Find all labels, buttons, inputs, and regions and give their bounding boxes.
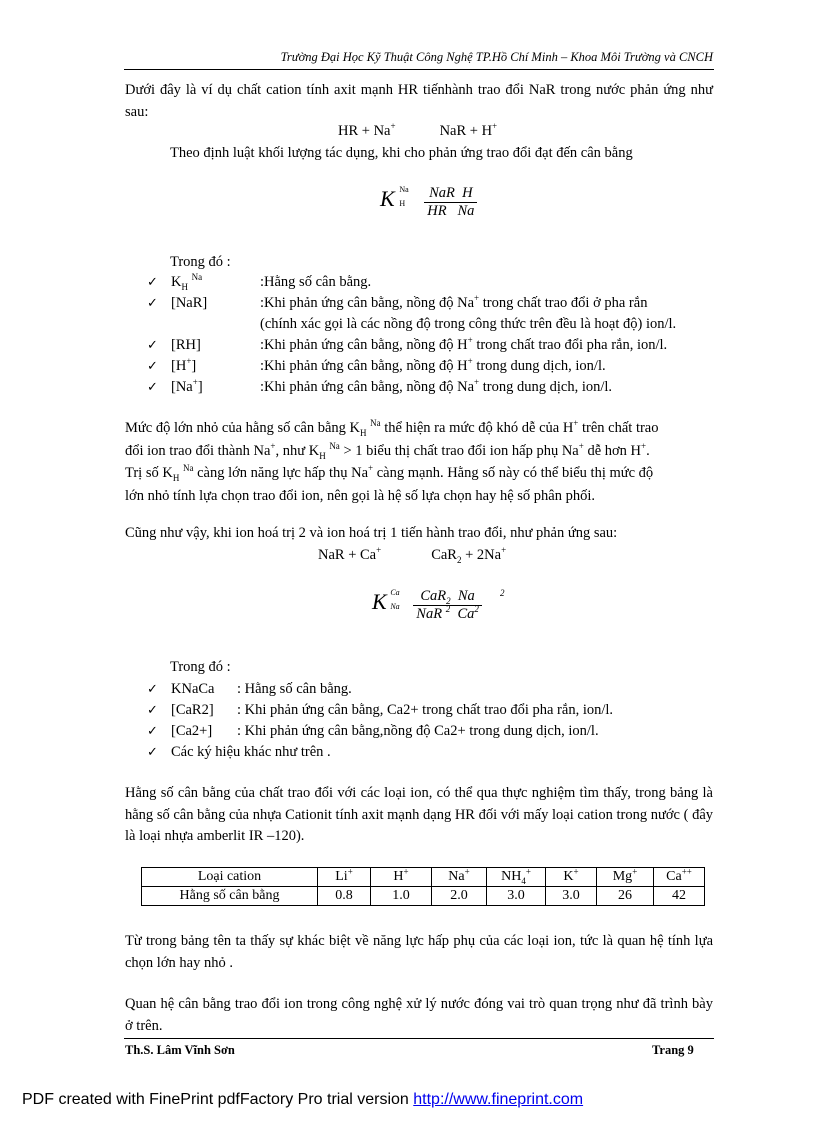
- table-row: [142, 868, 705, 887]
- where-1-item: ✓ [NaR] :Khi phản ứng cân bằng, nồng độ Na+ trong chất trao đổi ở pha rắn: [147, 293, 648, 311]
- table-header-cell: Li+: [318, 868, 371, 887]
- paragraph-closing: Quan hệ cân bằng trao đổi ion trong công nghệ xử lý nước đóng vai trò quan trọng như đã trình bày ở trên.: [125, 996, 713, 1034]
- formula-k-ca-na: K Ca Na $\frac{CaR_2 Na}{NaR ^2 Ca^2}$ 2: [372, 588, 505, 622]
- table-header-cell: K+: [546, 868, 597, 887]
- where-2-item: ✓ Các ký hiệu khác như trên .: [147, 744, 331, 760]
- table-header-cell: Na+: [432, 868, 487, 887]
- table-cell: 2.0: [432, 887, 487, 906]
- paragraph-table-intro: Hằng số cân bằng của chất trao đổi với các loại ion, có thể qua thực nghiệm tìm thấy, trong bảng là hằng số cân bằng của nhựa Cationit tính axit mạnh dạng HR đối với mấy loại cation trong nước ( đây là loại nhựa amberlit IR –120).: [125, 785, 713, 844]
- reaction-1: HR + Na+ NaR + H+: [338, 121, 498, 139]
- footer-rule: [124, 1038, 714, 1039]
- where-1-item: ✓ [RH] :Khi phản ứng cân bằng, nồng độ H+ trong chất trao đổi pha rắn, ion/l.: [147, 335, 668, 353]
- pdf-banner: PDF created with FinePrint pdfFactory Pro trial version http://www.fineprint.com: [22, 1091, 584, 1108]
- law-text: Theo định luật khối lượng tác dụng, khi cho phản ứng trao đổi đạt đến cân bằng: [170, 145, 633, 161]
- table-header-cell: Loại cation: [142, 868, 318, 887]
- table-header-cell: H+: [371, 868, 432, 887]
- table-cell: 26: [597, 887, 654, 906]
- table-cell: 3.0: [546, 887, 597, 906]
- where-2-item: ✓ [Ca2+] : Khi phản ứng cân bằng,nồng độ Ca2+ trong dung dịch, ion/l.: [147, 723, 599, 739]
- table-cell: 1.0: [371, 887, 432, 906]
- paragraph-conclusion: Từ trong bảng tên ta thấy sự khác biệt về năng lực hấp phụ của các loại ion, tức là quan hệ tính lựa chọn lớn hay nhỏ .: [125, 933, 713, 971]
- term: $K_H$ $^{Na}$: [171, 272, 203, 292]
- checkmark-icon: ✓: [147, 724, 158, 739]
- table-header-cell: $NH_4^+$: [487, 868, 546, 887]
- where-2-title: Trong đó :: [170, 659, 231, 675]
- checkmark-icon: ✓: [147, 296, 158, 311]
- constants-table: [141, 867, 705, 906]
- footer-author: Th.S. Lâm Vĩnh Sơn: [125, 1043, 235, 1057]
- where-1-item: ✓ $K_H$ $^{Na}$ :Hằng số cân bằng.: [147, 272, 372, 292]
- table-header-cell: Mg+: [597, 868, 654, 887]
- table-row: [142, 887, 705, 906]
- checkmark-icon: ✓: [147, 380, 158, 395]
- checkmark-icon: ✓: [147, 338, 158, 353]
- where-1-item: ✓ [Na+] :Khi phản ứng cân bằng, nồng độ Na+ trong dung dịch, ion/l.: [147, 377, 613, 395]
- checkmark-icon: ✓: [147, 359, 158, 374]
- footer-page-number: Trang 9: [652, 1043, 694, 1057]
- table-header-cell: Ca++: [654, 868, 705, 887]
- paragraph-divalent: Cũng như vậy, khi ion hoá trị 2 và ion hoá trị 1 tiến hành trao đổi, như phản ứng sau:: [125, 525, 618, 541]
- checkmark-icon: ✓: [147, 275, 158, 290]
- reaction-2: NaR + Ca+ CaR$_2$ + 2Na+: [318, 545, 507, 565]
- fraction: $\frac{CaR_2 Na}{NaR ^2 Ca^2}$: [413, 588, 482, 623]
- header-rule: [124, 69, 714, 70]
- table-cell: 3.0: [487, 887, 546, 906]
- fineprint-link[interactable]: http://www.fineprint.com: [413, 1091, 584, 1108]
- intro-paragraph: Dưới đây là ví dụ chất cation tính axit mạnh HR tiếnhành trao đổi NaR trong nước phản ứng như sau:: [125, 82, 713, 120]
- where-1-item-cont: (chính xác gọi là các nồng độ trong công thức trên đều là hoạt độ) ion/l.: [260, 316, 677, 332]
- checkmark-icon: ✓: [147, 682, 158, 697]
- where-2-item: ✓ [CaR2] : Khi phản ứng cân bằng, Ca2+ trong chất trao đổi pha rắn, ion/l.: [147, 702, 614, 718]
- formula-k-na-h: K Na H $\frac{\text{NaR H}}{\text{HR Na}}$: [380, 185, 477, 220]
- table-cell: 42: [654, 887, 705, 906]
- table-cell: 0.8: [318, 887, 371, 906]
- where-1-title: Trong đó :: [170, 254, 231, 270]
- table-cell: Hằng số cân bằng: [142, 887, 318, 906]
- where-1-item: ✓ [H+] :Khi phản ứng cân bằng, nồng độ H+ trong dung dịch, ion/l.: [147, 356, 606, 374]
- running-header: Trường Đại Học Kỹ Thuật Công Nghệ TP.Hồ Chí Minh – Khoa Môi Trường và CNCH: [280, 50, 713, 64]
- paragraph-selectivity: Mức độ lớn nhỏ của hằng số cân bằng $K_H$ $^{Na}$ thể hiện ra mức độ khó dễ của H+ trên chất trao đổi ion trao đổi thành Na+, như $K_H$ $^{Na}$ > 1 biểu thị chất trao đổi ion hấp phụ Na+ dễ hơn H+. Trị số $K_H$ $^{Na}$ càng lớn năng lực hấp thụ Na+ càng mạnh. Hằng số này có thể biểu thị mức độ lớn nhỏ tính lựa chọn trao đổi ion, nên gọi là hệ số lựa chọn hay hệ số phân phối.: [125, 418, 659, 504]
- checkmark-icon: ✓: [147, 703, 158, 718]
- fraction: $\frac{\text{NaR H}}{\text{HR Na}}$: [424, 185, 477, 220]
- checkmark-icon: ✓: [147, 745, 158, 760]
- where-2-item: ✓ KNaCa : Hằng số cân bằng.: [147, 681, 352, 697]
